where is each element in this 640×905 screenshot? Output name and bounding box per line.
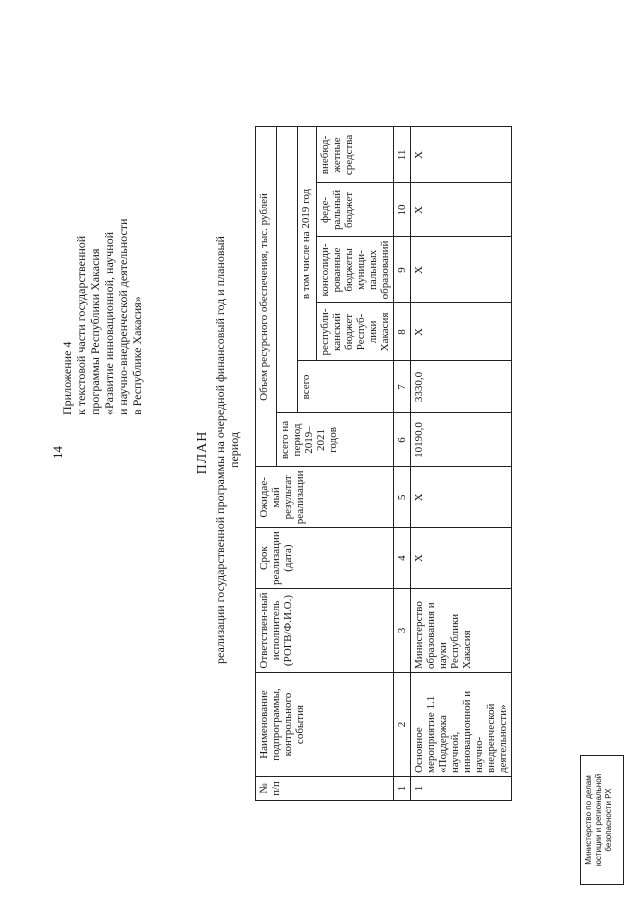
appendix-line: и научно-внедренческой деятельности [116,218,130,415]
header-row [256,127,277,801]
cell-executor: Министерство образования и науки Республики Хакасия [411,589,512,673]
appendix-line: «Развитие инновационной, научной [102,231,116,415]
cell-total-period: 10190,0 [411,413,512,467]
header-total-period: всего на период 2019–2021 годов [277,413,394,467]
appendix-line: в Республике Хакасия» [130,296,144,415]
column-number: 8 [394,303,411,361]
appendix-note [60,95,144,415]
plan-table [255,126,512,801]
cell-num: 1 [411,777,512,801]
column-number: 10 [394,183,411,237]
registration-stamp [580,755,624,885]
column-number: 5 [394,467,411,528]
header-executor: Ответствен-ный исполнитель (РОГВ/Ф.И.О.) [256,589,394,673]
page-number: 14 [50,446,65,459]
column-number: 4 [394,528,411,589]
column-number: 7 [394,361,411,413]
column-number: 2 [394,673,411,777]
header-funding: Объем ресурсного обеспечения, тыс. рублей [256,127,277,467]
column-number: 1 [394,777,411,801]
document-subtitle: реализации государственной программы на очередной финансовый год и плановый период [213,236,241,664]
appendix-line: Приложение 4 [60,341,74,415]
header-municipal-budgets: консолиди-рованные бюджеты муници-пальных образований [317,237,394,303]
stamp-line: юстиции и региональной [594,773,603,867]
cell-result: Х [411,467,512,528]
column-number: 9 [394,237,411,303]
cell-republic-budget: Х [411,303,512,361]
cell-term: Х [411,528,512,589]
column-number: 3 [394,589,411,673]
header-term: Срок реализации (дата) [256,528,394,589]
header-extrabudgetary: внебюд-жетные средства [317,127,394,183]
document-title: ПЛАН [195,430,210,475]
stamp-line: Министерство по делам [584,775,593,865]
header-num: № п/п [256,777,394,801]
cell-municipal-budgets: Х [411,237,512,303]
stamp-line: безопасности РХ [604,788,613,852]
table-row [411,127,512,801]
appendix-line: программы Республики Хакасия [88,248,102,415]
cell-federal-budget: Х [411,183,512,237]
header-blank [277,127,298,413]
column-number: 6 [394,413,411,467]
header-name: Наименование подпрограммы, контрольного события [256,673,394,777]
header-total: всего [298,361,394,413]
header-result: Ожидае-мый результат реализации [256,467,394,528]
column-number-row [394,127,411,801]
header-federal-budget: феде-ральный бюджет [317,183,394,237]
header-republic-budget: республи-канский бюджет Респуб-лики Хакасия [317,303,394,361]
header-year: в том числе на 2019 год [298,127,317,361]
column-number: 11 [394,127,411,183]
cell-extrabudgetary: Х [411,127,512,183]
cell-total: 3330,0 [411,361,512,413]
appendix-line: к текстовой части государственной [74,235,88,415]
cell-name: Основное мероприятие 1.1 «Поддержка научной, инновационной и научно-внедренческой деятельности» [411,673,512,777]
